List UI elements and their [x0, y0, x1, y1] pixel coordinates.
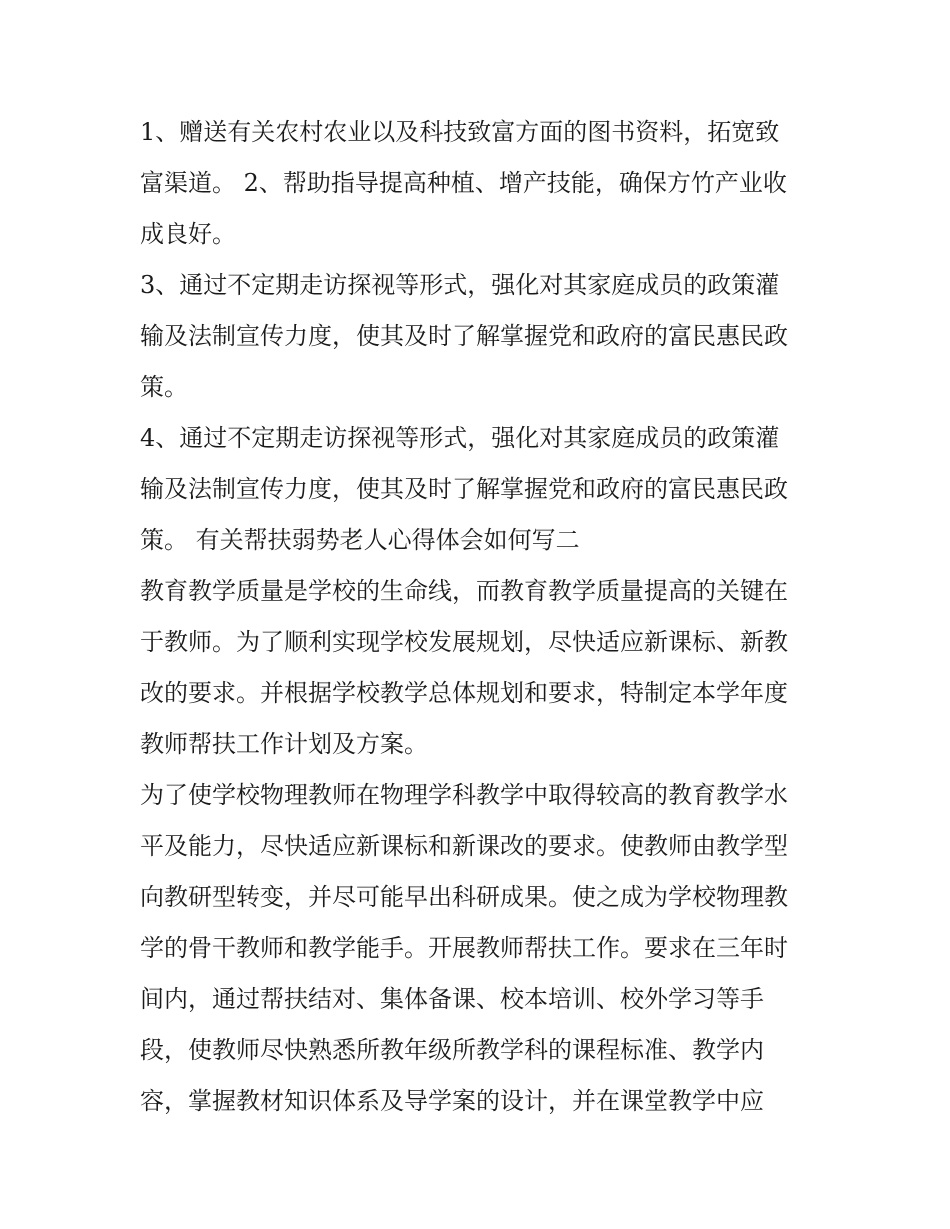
text-line: 段，使教师尽快熟悉所教年级所教学科的课程标准、教学内 [140, 1036, 764, 1064]
text-line: 于教师。为了顺利实现学校发展规划，尽快适应新课标、新教 [140, 628, 788, 656]
text-line: 富渠道。 2、帮助指导提高种植、增产技能，确保方竹产业收 [140, 169, 787, 197]
paragraph-3 [140, 413, 820, 566]
paragraph-1 [140, 107, 820, 260]
text-line: 策。 有关帮扶弱势老人心得体会如何写二 [140, 526, 580, 554]
text-line: 改的要求。并根据学校教学总体规划和要求，特制定本学年度 [140, 679, 788, 707]
text-line: 学的骨干教师和教学能手。开展教师帮扶工作。要求在三年时 [140, 934, 788, 962]
text-line: 4、通过不定期走访探视等形式，强化对其家庭成员的政策灌 [140, 424, 780, 452]
text-line: 成良好。 [140, 220, 236, 248]
text-line: 输及法制宣传力度，使其及时了解掌握党和政府的富民惠民政 [140, 322, 788, 350]
text-line: 1、赠送有关农村农业以及科技致富方面的图书资料，拓宽致 [140, 118, 780, 146]
text-line: 教育教学质量是学校的生命线，而教育教学质量提高的关键在 [140, 577, 788, 605]
text-line: 3、通过不定期走访探视等形式，强化对其家庭成员的政策灌 [140, 271, 780, 299]
paragraph-5 [140, 770, 820, 1127]
text-line: 输及法制宣传力度，使其及时了解掌握党和政府的富民惠民政 [140, 475, 788, 503]
text-line: 间内，通过帮扶结对、集体备课、校本培训、校外学习等手 [140, 985, 764, 1013]
text-line: 平及能力，尽快适应新课标和新课改的要求。使教师由教学型 [140, 832, 788, 860]
text-line: 为了使学校物理教师在物理学科教学中取得较高的教育教学水 [140, 781, 788, 809]
text-line: 教师帮扶工作计划及方案。 [140, 730, 428, 758]
paragraph-2 [140, 260, 820, 413]
text-line: 向教研型转变，并尽可能早出科研成果。使之成为学校物理教 [140, 883, 788, 911]
paragraph-4 [140, 566, 820, 770]
text-line: 策。 [140, 373, 188, 401]
text-line: 容，掌握教材知识体系及导学案的设计，并在课堂教学中应 [140, 1087, 764, 1115]
document-body [140, 107, 820, 1127]
